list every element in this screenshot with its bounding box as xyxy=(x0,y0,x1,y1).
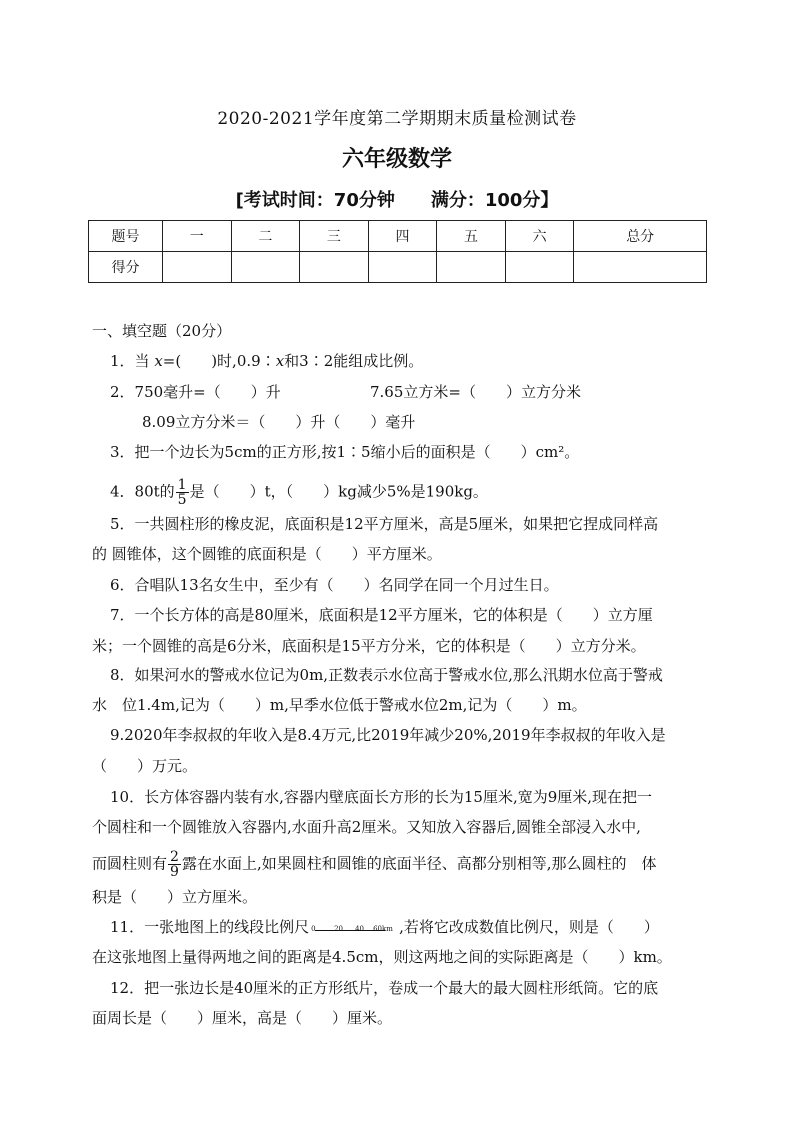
score-blank-cell[interactable] xyxy=(574,252,707,283)
section-heading: 一、填空题（20分） xyxy=(92,322,232,340)
question-8-line1: 8．如果河水的警戒水位记为0m,正数表示水位高于警戒水位,那么汛期水位高于警戒 xyxy=(110,666,663,684)
question-10-line2: 个圆柱和一个圆锥放入容器内,水面升高2厘米。又知放入容器后,圆锥全部浸入水中, xyxy=(92,818,641,836)
score-cell: 四 xyxy=(368,221,437,252)
score-blank-cell[interactable] xyxy=(437,252,506,283)
question-2b: 7.65立方米=（ ）立方分米 xyxy=(370,383,581,401)
question-10-line1: 10．长方体容器内装有水,容器内壁底面长方形的长为15厘米,宽为9厘米,现在把一 xyxy=(110,788,653,806)
question-12-line1: 12．把一张边长是40厘米的正方形纸片，卷成一个最大的最大圆柱形纸筒。它的底 xyxy=(110,979,659,997)
question-5-line1: 5．一共圆柱形的橡皮泥，底面积是12平方厘米，高是5厘米，如果把它捏成同样高 xyxy=(110,515,659,533)
score-blank-cell[interactable] xyxy=(368,252,437,283)
score-cell: 六 xyxy=(505,221,574,252)
score-cell: 总分 xyxy=(574,221,707,252)
score-cell: 二 xyxy=(231,221,300,252)
full-score: 满分：100分】 xyxy=(430,190,559,211)
question-5-line2: 的 圆锥体，这个圆锥的底面积是（ ）平方厘米。 xyxy=(92,545,442,563)
score-table xyxy=(88,220,707,283)
question-2a: 2．750毫升=（ ）升 xyxy=(110,383,281,401)
score-cell: 五 xyxy=(437,221,506,252)
score-blank-cell[interactable] xyxy=(505,252,574,283)
question-6: 6．合唱队13名女生中，至少有（ ）名同学在同一个月过生日。 xyxy=(110,576,559,594)
exam-title: 2020-2021学年度第二学期期末质量检测试卷 xyxy=(217,109,577,129)
question-11-line2: 在这张地图上量得两地之间的距离是4.5cm，则这两地之间的实际距离是（ ）km。 xyxy=(92,948,672,966)
exam-subject: 六年级数学 xyxy=(341,147,452,172)
question-7-line1: 7．一个长方体的高是80厘米，底面积是12平方厘米，它的体积是（ ）立方厘 xyxy=(110,606,653,624)
score-row-label: 得分 xyxy=(89,252,163,283)
fraction: $\frac{1}{5}$ xyxy=(177,477,187,508)
score-blank-cell[interactable] xyxy=(300,252,369,283)
question-2c: 8.09立方分米＝（ ）升（ ）毫升 xyxy=(142,413,416,431)
fraction: $\frac{2}{9}$ xyxy=(170,849,179,880)
question-9-line2: （ ）万元。 xyxy=(92,757,198,775)
score-table-score-row xyxy=(89,252,707,283)
question-3: 3．把一个边长为5cm的正方形,按1∶5缩小后的面积是（ ）cm²。 xyxy=(110,443,580,461)
line-scale-bar: 0 20 40 60km xyxy=(311,925,393,933)
score-cell: 题号 xyxy=(89,221,163,252)
exam-info xyxy=(0,186,794,212)
scale-line xyxy=(315,930,385,931)
question-8-line2: 水 位1.4m,记为（ ）m,早季水位低于警戒水位2m,记为（ ）m。 xyxy=(92,696,587,714)
question-9-line1: 9.2020年李叔叔的年收入是8.4万元,比2019年减少20%,2019年李叔叔的年收入是 xyxy=(110,726,666,744)
score-cell: 三 xyxy=(300,221,369,252)
score-blank-cell[interactable] xyxy=(231,252,300,283)
question-10-line4: 积是（ ）立方厘米。 xyxy=(92,888,258,906)
score-cell: 一 xyxy=(163,221,232,252)
exam-time: [考试时间：70分钟 xyxy=(235,190,395,211)
question-10-line3: 而圆柱则有 $\frac{2}{9}$ 露在水面上,如果圆柱和圆锥的底面半径、高都分别相等,那么圆柱的 体 xyxy=(92,849,657,880)
question-12-line2: 面周长是（ ）厘米，高是（ ）厘米。 xyxy=(92,1009,393,1027)
question-11-line1: 11．一张地图上的线段比例尺 0 20 40 60km ,若将它改成数值比例尺，则是（ ） xyxy=(110,918,659,936)
score-table-header-row xyxy=(89,221,707,252)
question-4: 4．80t的 $\frac{1}{5}$ 是（ ）t，（ ）kg减少5%是190kg。 xyxy=(110,477,488,508)
question-7-line2: 米；一个圆锥的高是6分米，底面积是15平方分米，它的体积是（ ）立方分米。 xyxy=(92,637,646,655)
question-1: 1．当 x=( )时,0.9∶x和3∶2能组成比例。 xyxy=(110,352,424,370)
score-blank-cell[interactable] xyxy=(163,252,232,283)
